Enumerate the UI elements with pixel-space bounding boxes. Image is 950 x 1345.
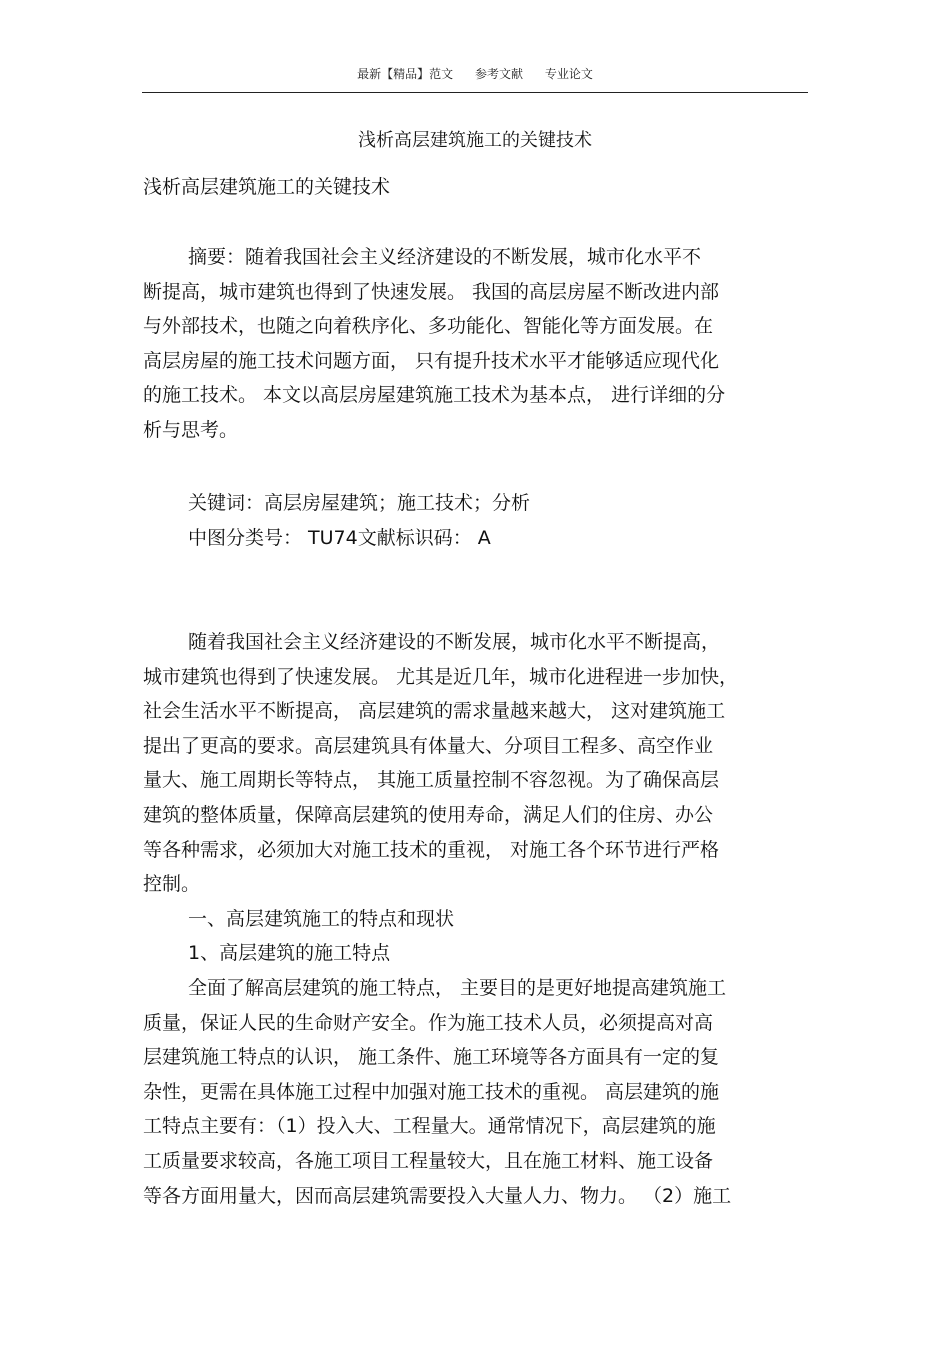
abstract-line: 高层房屋的施工技术问题方面， 只有提升技术水平才能够适应现代化 [143, 349, 720, 372]
body-line: 随着我国社会主义经济建设的不断发展，城市化水平不断提高， [188, 631, 721, 653]
body-line: 等各种需求，必须加大对施工技术的重视， 对施工各个环节进行严格 [143, 838, 720, 861]
keywords-block [143, 486, 823, 555]
section-heading: 一、高层建筑施工的特点和现状 [188, 907, 455, 930]
body-line: 全面了解高层建筑的施工特点， 主要目的是更好地提高建筑施工 [188, 976, 727, 999]
body-line: 层建筑施工特点的认识， 施工条件、施工环境等各方面具有一定的复 [143, 1046, 720, 1069]
body-line: 质量，保证人民的生命财产安全。作为施工技术人员，必须提高对高 [143, 1011, 714, 1034]
page-title: 浅析高层建筑施工的关键技术 [358, 130, 592, 151]
body-line: 提出了更高的要求。高层建筑具有体量大、分项目工程多、高空作业 [143, 734, 714, 757]
body-line: 城市建筑也得到了快速发展。 尤其是近几年，城市化进程进一步加快， [143, 665, 739, 688]
abstract-line: 与外部技术，也随之向着秩序化、多功能化、智能化等方面发展。在 [143, 315, 714, 338]
body-line: 量大、施工周期长等特点， 其施工质量控制不容忽视。为了确保高层 [143, 769, 720, 792]
body-line: 社会生活水平不断提高， 高层建筑的需求量越来越大， 这对建筑施工 [143, 700, 726, 723]
header-item-papers: 专业论文 [544, 67, 593, 81]
body-line: 工特点主要有：（1）投入大、工程量大。通常情况下，高层建筑的施 [143, 1115, 716, 1138]
body-line: 等各方面用量大，因而高层建筑需要投入大量人力、物力。 （2）施工 [143, 1184, 732, 1207]
abstract-line: 摘要：随着我国社会主义经济建设的不断发展，城市化水平不 [188, 246, 702, 268]
article-subtitle: 浅析高层建筑施工的关键技术 [143, 176, 391, 198]
abstract-line: 析与思考。 [143, 418, 239, 441]
subsection-heading: 1、高层建筑的施工特点 [188, 942, 391, 965]
body-line: 建筑的整体质量，保障高层建筑的使用寿命，满足人们的住房、办公 [143, 803, 714, 826]
body-line: 控制。 [143, 873, 201, 896]
body-paragraph [143, 625, 823, 1213]
abstract-line: 断提高，城市建筑也得到了快速发展。 我国的高层房屋不断改进内部 [143, 280, 720, 303]
abstract-paragraph [143, 240, 823, 448]
classification-line: 中图分类号： TU74文献标识码： A [188, 526, 491, 549]
keywords-line: 关键词：高层房屋建筑；施工技术；分析 [188, 492, 531, 514]
page-header [142, 64, 808, 93]
body-line: 杂性，更需在具体施工过程中加强对施工技术的重视。 高层建筑的施 [143, 1080, 720, 1103]
body-line: 工质量要求较高，各施工项目工程量较大，且在施工材料、施工设备 [143, 1149, 714, 1172]
abstract-line: 的施工技术。 本文以高层房屋建筑施工技术为基本点， 进行详细的分 [143, 384, 726, 407]
header-item-fanwen: 最新【精品】范文 [357, 67, 454, 81]
header-item-references: 参考文献 [474, 67, 523, 81]
